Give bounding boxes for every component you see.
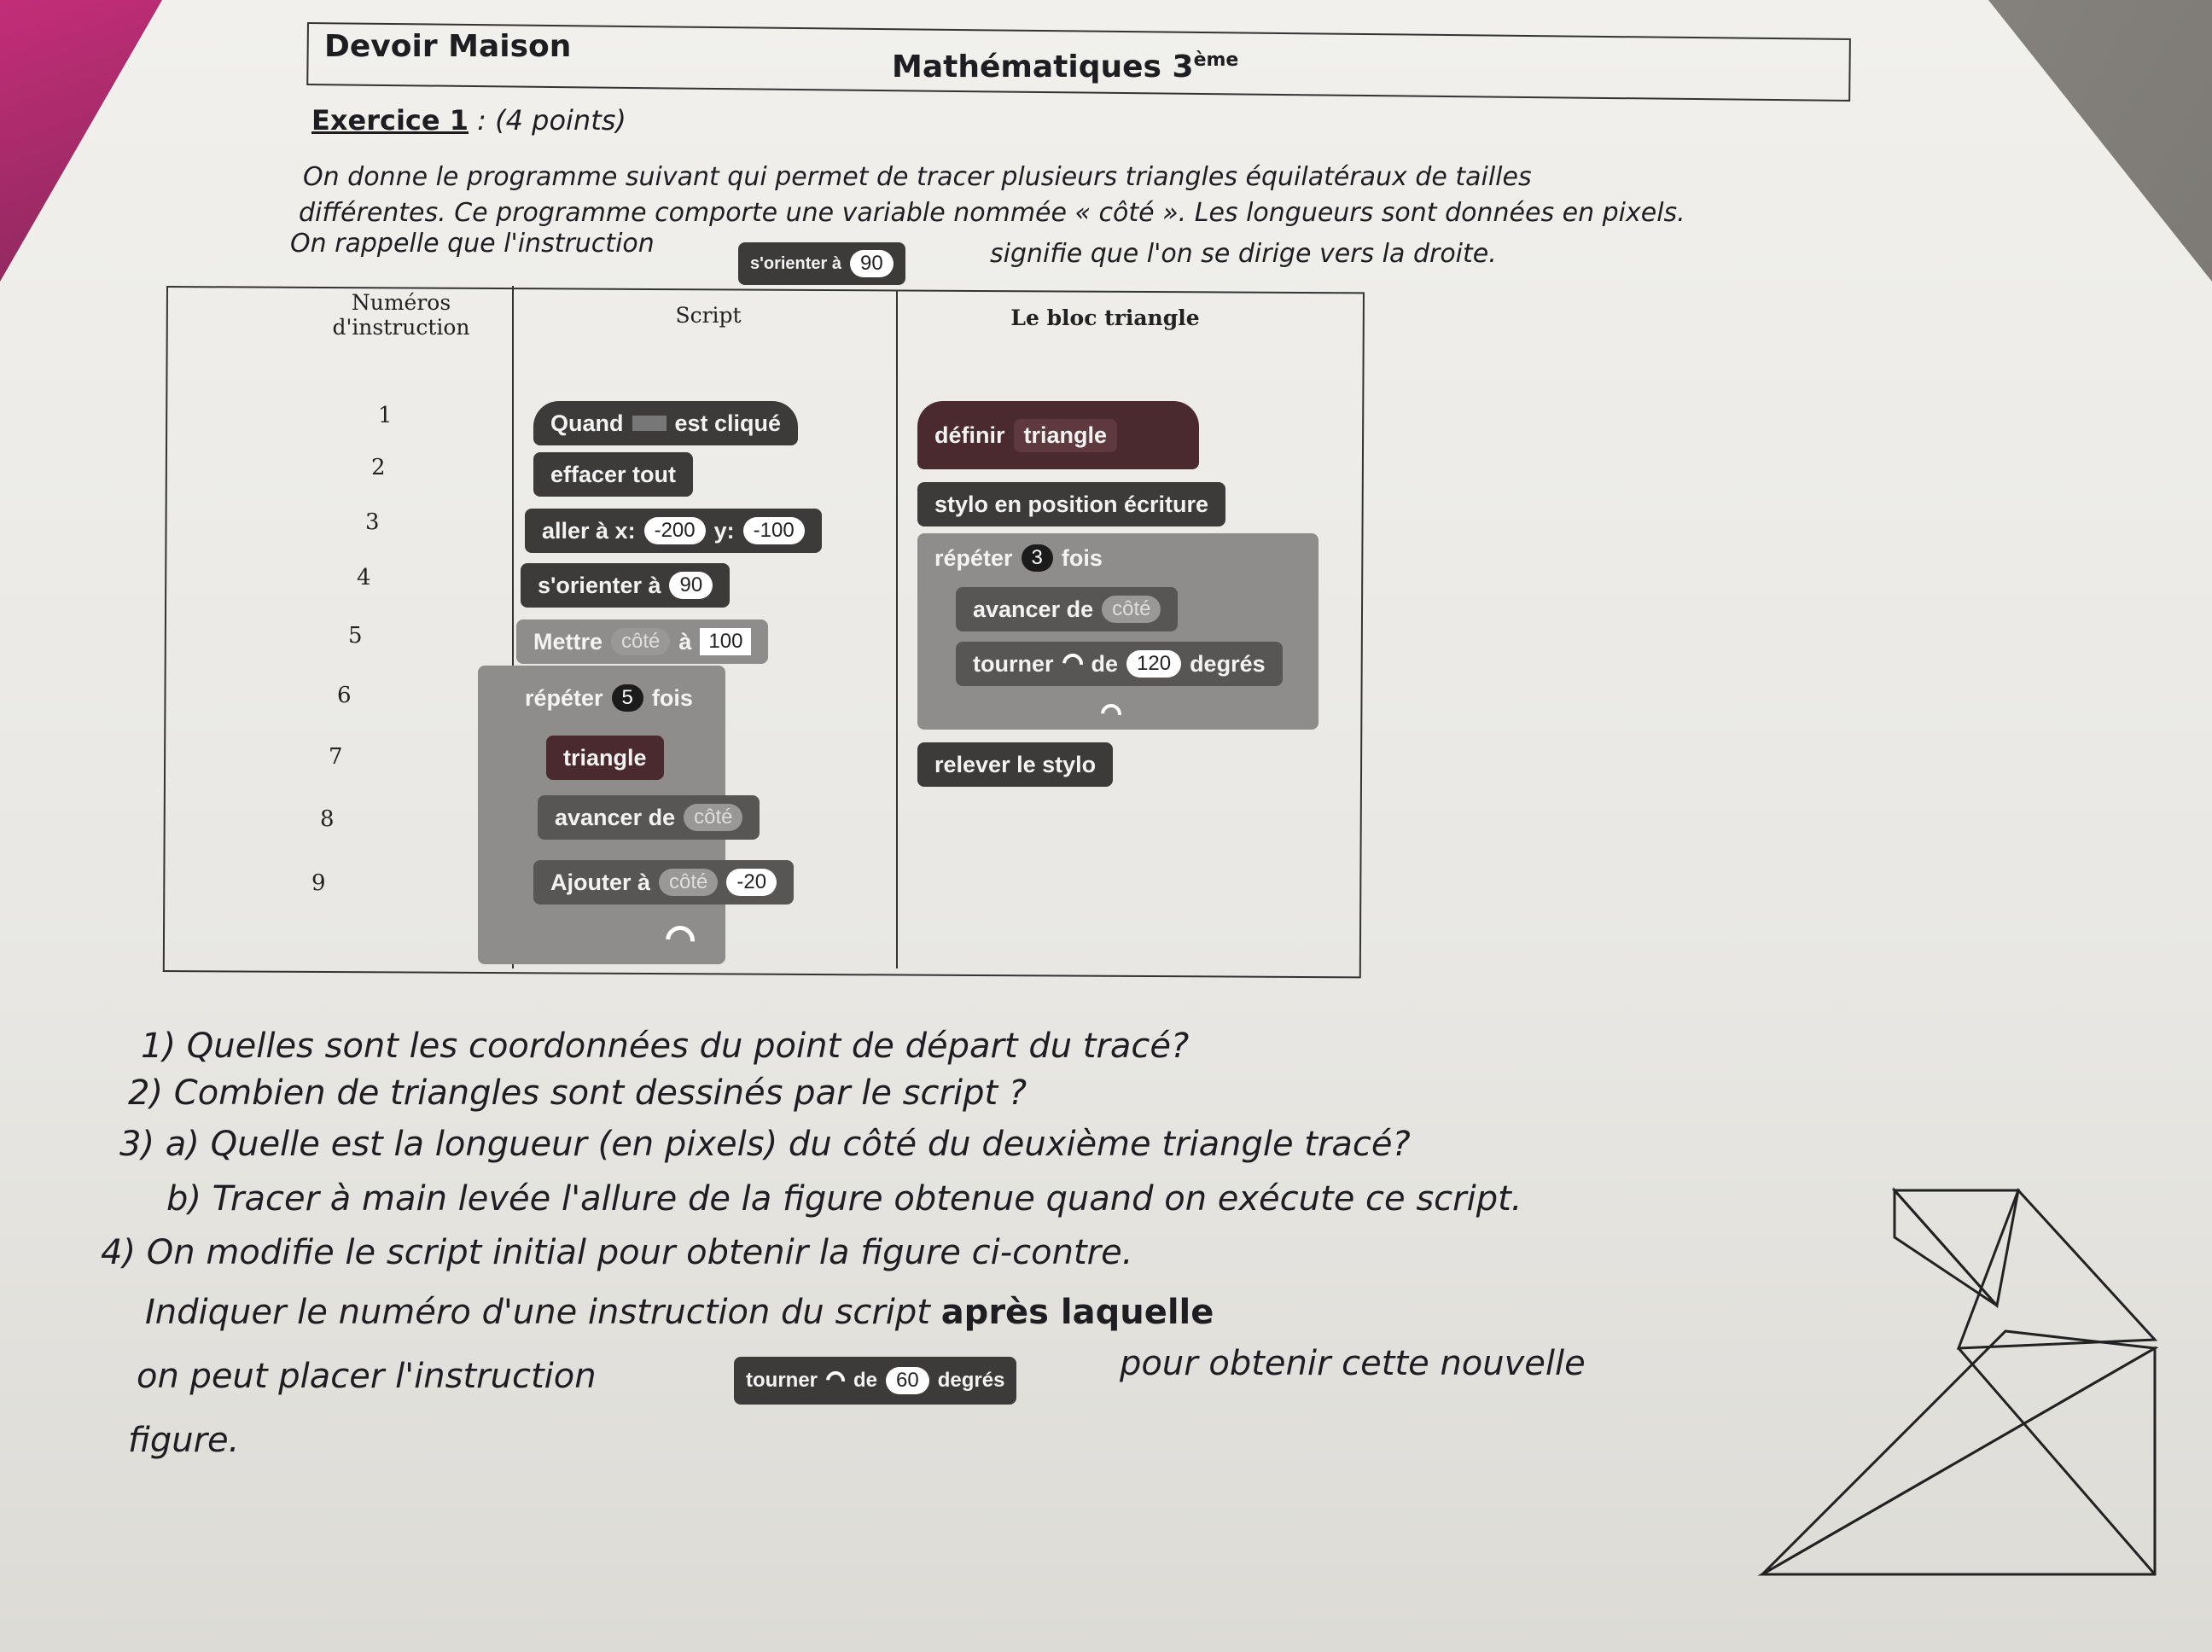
- set-variable-block: Mettre côté à 100: [516, 620, 768, 664]
- question-4-line-3a: on peut placer l'instruction: [137, 1357, 597, 1396]
- exercise-title: Exercice 1 : (4 points): [311, 104, 626, 137]
- intro-line-2: différentes. Ce programme comporte une variable nommée « côté ». Les longueurs sont données en pixels.: [299, 198, 1685, 228]
- figure-triangle-tiny: [1895, 1190, 1997, 1306]
- question-4: 4) On modifie le script initial pour obtenir la figure ci-contre.: [101, 1233, 1133, 1272]
- instruction-number: 6: [337, 683, 352, 708]
- figure-diagonal: [1959, 1348, 2155, 1574]
- rotate-arrow-icon: [823, 1368, 849, 1394]
- orient-block: s'orienter à 90: [521, 563, 730, 608]
- col-header-script: Script: [675, 303, 742, 328]
- instruction-number: 7: [329, 744, 343, 770]
- instruction-number: 3: [365, 509, 380, 535]
- intro-line-3b: signifie que l'on se dirige vers la droite.: [990, 239, 1497, 269]
- question-3a: 3) a) Quelle est la longueur (en pixels) du côté du deuxième triangle tracé?: [119, 1125, 1411, 1164]
- col-header-triangle: Le bloc triangle: [1010, 305, 1200, 330]
- question-4-line-4: figure.: [128, 1421, 240, 1460]
- subject-title: Mathématiques 3ème: [892, 49, 1239, 84]
- turn-120-block: tourner de 120 degrés: [956, 642, 1283, 686]
- instruction-number: 9: [311, 870, 326, 896]
- instruction-number: 4: [357, 565, 371, 590]
- forward-block: avancer de côté: [538, 795, 760, 840]
- clear-block: effacer tout: [533, 452, 693, 497]
- instruction-number: 2: [371, 455, 386, 480]
- pen-up-block: relever le stylo: [917, 742, 1113, 787]
- green-flag-icon: [632, 416, 667, 431]
- define-triangle-block: définir triangle: [917, 401, 1199, 469]
- question-3b: b) Tracer à main levée l'allure de la figure obtenue quand on exécute ce script.: [166, 1179, 1522, 1219]
- repeat-5-header: répéter 5 fois: [508, 676, 710, 720]
- instruction-number: 5: [348, 623, 363, 649]
- intro-orient-block: s'orienter à 90: [738, 242, 905, 285]
- figure-triangle-small: [1895, 1190, 2018, 1306]
- repeat-3-loop-arrow-icon: [1101, 704, 1121, 728]
- question-2: 2) Combien de triangles sont dessinés par le script ?: [128, 1073, 1027, 1113]
- when-flag-clicked-block: Quand est cliqué: [533, 401, 798, 445]
- table-divider-2: [896, 290, 898, 969]
- forward-side-block: avancer de côté: [956, 587, 1178, 631]
- homework-title: Devoir Maison: [324, 29, 572, 64]
- question-4-line-3b: pour obtenir cette nouvelle: [1120, 1344, 1586, 1383]
- instruction-number: 1: [378, 403, 393, 428]
- repeat-loop-arrow-icon: [666, 926, 695, 958]
- figure-triangle-large-b: [1762, 1331, 2155, 1574]
- figure-triangle-medium: [1959, 1190, 2155, 1348]
- intro-line-1: On donne le programme suivant qui permet de tracer plusieurs triangles équilatéraux de tailles: [303, 162, 1532, 192]
- goto-xy-block: aller à x: -200 y: -100: [525, 509, 822, 553]
- turn-60-block: tourner de 60 degrés: [734, 1357, 1016, 1405]
- change-variable-block: Ajouter à côté -20: [533, 860, 794, 905]
- triangles-figure: [1749, 1169, 2176, 1596]
- rotate-arrow-icon: [1058, 649, 1087, 678]
- intro-line-3a: On rappelle que l'instruction: [290, 229, 655, 259]
- pen-down-block: stylo en position écriture: [917, 482, 1225, 526]
- repeat-3-header: répéter 3 fois: [917, 536, 1120, 580]
- question-1: 1) Quelles sont les coordonnées du point de départ du tracé?: [141, 1027, 1190, 1066]
- question-4-line-2: Indiquer le numéro d'une instruction du script après laquelle: [145, 1293, 1214, 1332]
- triangle-call-block: triangle: [546, 736, 664, 780]
- col-header-numbers: Numéros d'instruction: [332, 290, 470, 340]
- instruction-number: 8: [320, 806, 335, 832]
